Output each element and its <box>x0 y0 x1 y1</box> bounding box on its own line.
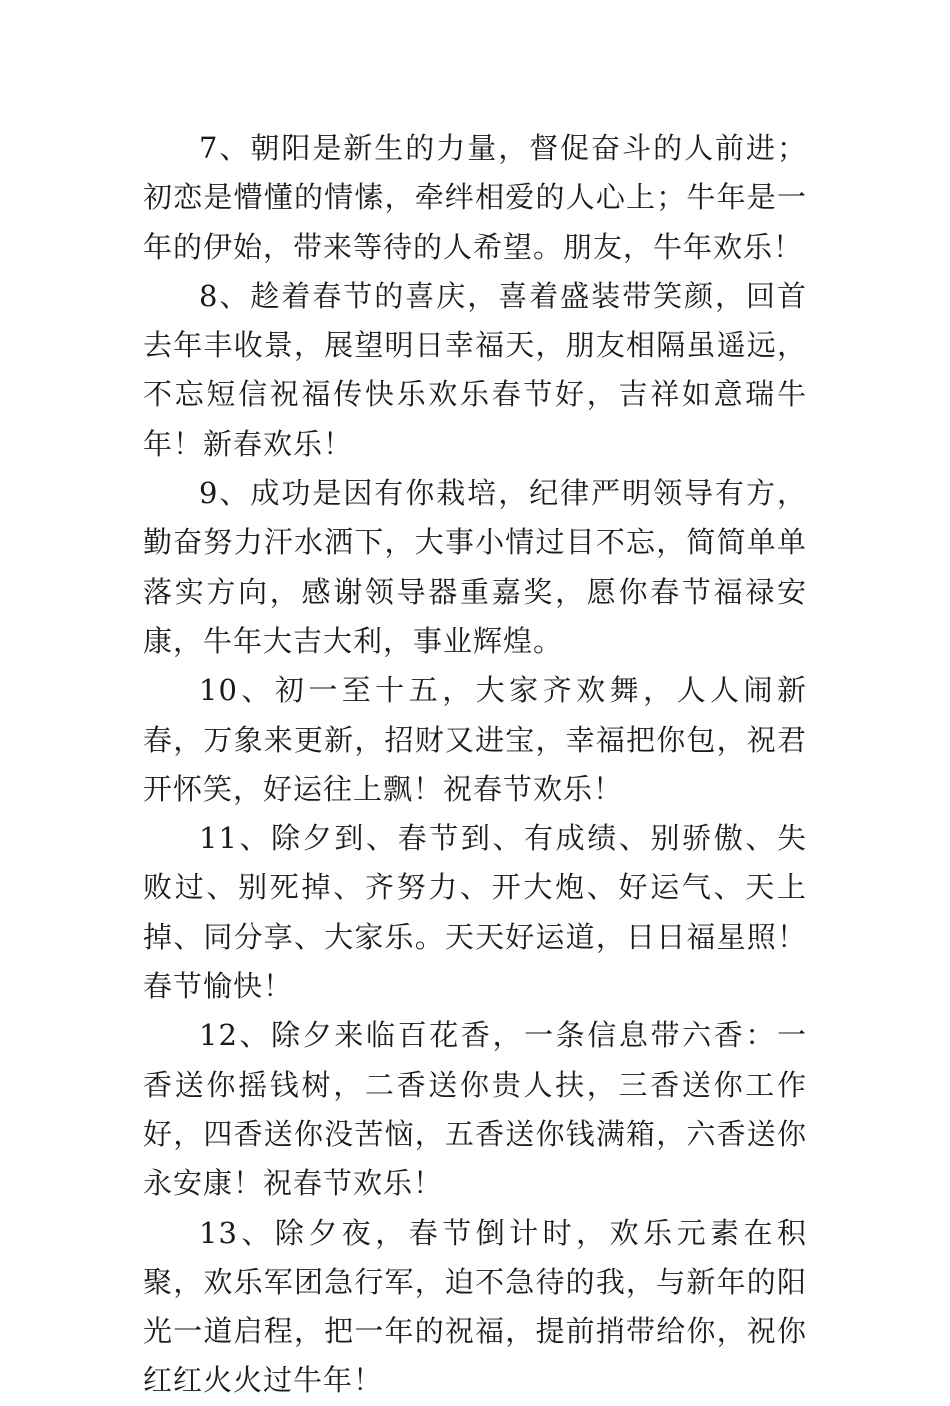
paragraph-10: 10、初一至十五，大家齐欢舞，人人闹新春，万象来更新，招财又进宝，幸福把你包，祝君开怀笑，好运往上飘！祝春节欢乐！ <box>143 673 807 806</box>
paragraph-13: 13、除夕夜，春节倒计时，欢乐元素在积聚，欢乐军团急行军，迫不急待的我，与新年的阳光一道启程，把一年的祝福，提前捎带给你，祝你红红火火过牛年！ <box>143 1215 807 1398</box>
paragraph-12: 12、除夕来临百花香，一条信息带六香：一香送你摇钱树，二香送你贵人扶，三香送你工作好，四香送你没苦恼，五香送你钱满箱，六香送你永安康！祝春节欢乐！ <box>143 1018 807 1201</box>
document-body <box>143 124 807 1406</box>
paragraph-9: 9、成功是因有你栽培，纪律严明领导有方，勤奋努力汗水洒下，大事小情过目不忘，简简单单落实方向，感谢领导器重嘉奖，愿你春节福禄安康，牛年大吉大利，事业辉煌。 <box>143 476 807 658</box>
paragraph-11: 11、除夕到、春节到、有成绩、别骄傲、失败过、别死掉、齐努力、开大炮、好运气、天上掉、同分享、大家乐。天天好运道，日日福星照！春节愉快！ <box>143 821 807 1004</box>
paragraph-8: 8、趁着春节的喜庆，喜着盛装带笑颜，回首去年丰收景，展望明日幸福天，朋友相隔虽遥远，不忘短信祝福传快乐欢乐春节好，吉祥如意瑞牛年！新春欢乐！ <box>143 278 807 461</box>
paragraph-7: 7、朝阳是新生的力量，督促奋斗的人前进；初恋是懵懂的情愫，牵绊相爱的人心上；牛年是一年的伊始，带来等待的人希望。朋友，牛年欢乐！ <box>143 131 807 264</box>
